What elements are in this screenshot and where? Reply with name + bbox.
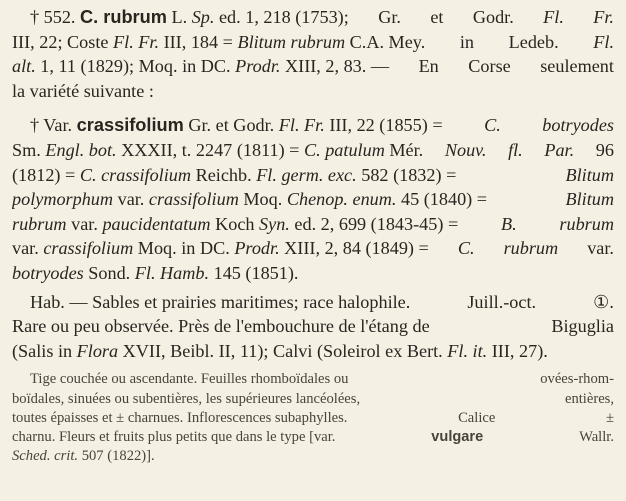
- text-line: Tige couchée ou ascendante. Feuilles rhomboïdales ou ovées-rhom-: [30, 371, 614, 388]
- text-line: la variété suivante :: [12, 80, 154, 101]
- text-line: var. crassifolium Moq. in DC. Prodr. XIII, 2, 84 (1849) = C. rubrum var.: [12, 238, 614, 259]
- description-paragraph: [12, 370, 614, 466]
- text-line: alt. 1, 11 (1829); Moq. in DC. Prodr. XIII, 2, 83. — En Corse seulement: [12, 56, 614, 77]
- text-line: III, 22; Coste Fl. Fr. III, 184 = Blitum rubrum C.A. Mey. in Ledeb. Fl.: [12, 31, 614, 52]
- text-line: Rare ou peu observée. Près de l'embouchure de l'étang de Biguglia: [12, 316, 614, 337]
- text-line: charnu. Fleurs et fruits plus petits que dans le type [var. vulgare Wallr.: [12, 428, 614, 445]
- text-line: Hab. — Sables et prairies maritimes; race halophile. Juill.-oct. ①.: [30, 291, 614, 312]
- text-line: † Var. crassifolium Gr. et Godr. Fl. Fr. III, 22 (1855) = C. botryodes: [30, 115, 614, 136]
- text-line: † 552. C. rubrum L. Sp. ed. 1, 218 (1753); Gr. et Godr. Fl. Fr.: [30, 7, 614, 27]
- text-line: botryodes Sond. Fl. Hamb. 145 (1851).: [12, 262, 299, 283]
- text-line: Sched. crit. 507 (1822)].: [12, 448, 155, 465]
- text-line: (1812) = C. crassifolium Reichb. Fl. germ. exc. 582 (1832) = Blitum: [12, 164, 614, 185]
- text-line: polymorphum var. crassifolium Moq. Chenop. enum. 45 (1840) = Blitum: [12, 189, 614, 210]
- text-line: boïdales, sinuées ou subentières, les supérieures lancéolées, entières,: [12, 390, 614, 407]
- text-line: rubrum var. paucidentatum Koch Syn. ed. 2, 699 (1843-45) = B. rubrum: [12, 213, 614, 234]
- species-entry: [12, 5, 614, 103]
- text-line: Sm. Engl. bot. XXXII, t. 2247 (1811) = C. patulum Mér. Nouv. fl. Par. 96: [12, 139, 614, 160]
- variety-entry: [12, 113, 614, 285]
- habitat-paragraph: [12, 290, 614, 364]
- text-line: (Salis in Flora XVII, Beibl. II, 11); Calvi (Soleirol ex Bert. Fl. it. III, 27).: [12, 340, 548, 361]
- text-line: toutes épaisses et ± charnues. Inflorescences subaphylles. Calice ±: [12, 409, 614, 426]
